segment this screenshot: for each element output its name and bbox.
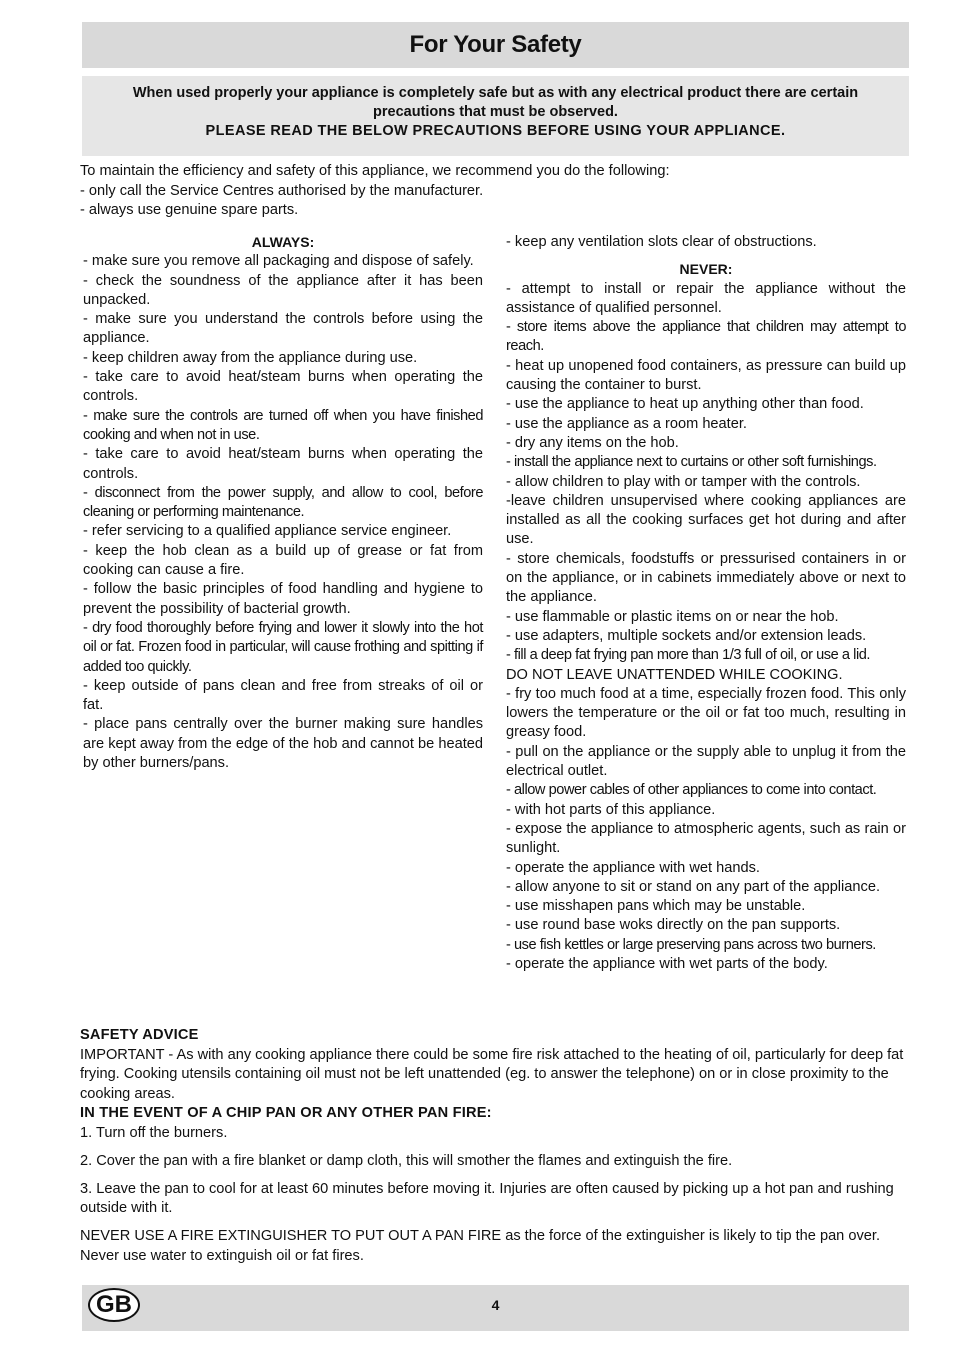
preamble-line: - always use genuine spare parts. xyxy=(80,202,299,218)
always-item: - take care to avoid heat/steam burns when operating the controls. xyxy=(83,369,483,405)
pan-fire-step: 3. Leave the pan to cool for at least 60 minutes before moving it. Injuries are often caused by picking up a hot pan and rushing outside with it. xyxy=(80,1180,894,1216)
pan-fire-step: 2. Cover the pan with a fire blanket or damp cloth, this will smother the flames and extinguish the fire. xyxy=(80,1152,733,1169)
always-heading: ALWAYS: xyxy=(251,234,315,250)
always-item: - refer servicing to a qualified appliance service engineer. xyxy=(83,523,452,540)
never-item: - use adapters, multiple sockets and/or extension leads. xyxy=(506,627,867,644)
always-item: - make sure you remove all packaging and dispose of safely. xyxy=(83,253,474,270)
never-item: - use fish kettles or large preserving pans across two burners. xyxy=(506,936,876,953)
footer-bar xyxy=(82,1285,909,1331)
always-item: - keep the hob clean as a build up of grease or fat from cooking can cause a fire. xyxy=(83,542,483,579)
never-item: - operate the appliance with wet hands. xyxy=(506,859,760,876)
never-item: - fry too much food at a time, especially frozen food. This only lowers the temperature or the oil or fat too much, resulting in greasy food. xyxy=(506,685,906,741)
always-item: - keep outside of pans clean and free from streaks of oil or fat. xyxy=(83,677,483,714)
never-item: -leave children unsupervised where cooking appliances are installed as all the cooking surfaces get hot during and after use. xyxy=(506,492,906,548)
pan-fire-heading: IN THE EVENT OF A CHIP PAN OR ANY OTHER PAN FIRE: xyxy=(80,1105,492,1121)
intro-text: When used properly your appliance is completely safe but as with any electrical product there are certain precautions that must be observed. xyxy=(132,85,859,120)
pan-fire-step: 1. Turn off the burners. xyxy=(80,1124,228,1141)
country-badge: GB xyxy=(88,1288,140,1322)
safety-advice-section xyxy=(80,1026,910,1266)
never-item: - operate the appliance with wet parts of the body. xyxy=(506,955,828,972)
never-item: - dry any items on the hob. xyxy=(506,434,679,451)
never-item: - store chemicals, foodstuffs or pressurised containers in or on the appliance, or in cabinets immediately above or next to the appliance. xyxy=(506,550,906,606)
never-item: - attempt to install or repair the appliance without the assistance of qualified personnel. xyxy=(506,280,906,316)
never-item: - allow power cables of other appliances to come into contact. xyxy=(506,782,877,799)
never-column xyxy=(506,233,906,974)
always-item: - place pans centrally over the burner making sure handles are kept away from the edge of the hob and cannot be heated by other burners/pans. xyxy=(83,716,483,772)
never-item: - install the appliance next to curtains or other soft furnishings. xyxy=(506,454,877,471)
never-item: - use misshapen pans which may be unstable. xyxy=(506,898,806,915)
never-item: - allow anyone to sit or stand on any part of the appliance. xyxy=(506,878,880,895)
extinguisher-warning: NEVER USE A FIRE EXTINGUISHER TO PUT OUT A PAN FIRE as the force of the extinguisher is likely to tip the pan over. Never use water to extinguish oil or fat fires. xyxy=(80,1228,880,1264)
never-item: - use the appliance as a room heater. xyxy=(506,415,747,432)
page-title: For Your Safety xyxy=(409,31,582,58)
safety-advice-heading: SAFETY ADVICE xyxy=(80,1027,199,1043)
preamble xyxy=(80,162,910,221)
always-item: - take care to avoid heat/steam burns when operating the controls. xyxy=(83,446,483,482)
always-item: - follow the basic principles of food handling and hygiene to prevent the possibility of bacterial growth. xyxy=(83,581,483,617)
always-item: - dry food thoroughly before frying and lower it slowly into the hot oil or fat. Frozen food in particular, will cause frothing and spitting if added too quickly. xyxy=(83,619,483,675)
never-item: - pull on the appliance or the supply able to unplug it from the electrical outlet. xyxy=(506,743,906,780)
always-item: - keep children away from the appliance during use. xyxy=(83,349,418,366)
always-item: - check the soundness of the appliance after it has been unpacked. xyxy=(83,272,483,308)
title-bar xyxy=(82,22,909,68)
never-item: DO NOT LEAVE UNATTENDED WHILE COOKING. xyxy=(506,666,843,683)
always-item: - disconnect from the power supply, and allow to cool, before cleaning or performing maintenance. xyxy=(83,484,483,521)
never-item: - with hot parts of this appliance. xyxy=(506,801,716,818)
preamble-line: - only call the Service Centres authorised by the manufacturer. xyxy=(80,182,484,199)
intro-warning: PLEASE READ THE BELOW PRECAUTIONS BEFORE USING YOUR APPLIANCE. xyxy=(205,123,786,139)
always-item: - make sure the controls are turned off when you have finished cooking and when not in use. xyxy=(83,407,483,443)
intro-box xyxy=(82,76,909,156)
never-item: - use flammable or plastic items on or near the hob. xyxy=(506,608,839,625)
preamble-line: To maintain the efficiency and safety of this appliance, we recommend you do the following: xyxy=(80,163,670,179)
always-item: - keep any ventilation slots clear of obstructions. xyxy=(506,234,817,250)
always-column xyxy=(83,233,483,773)
always-item: - make sure you understand the controls before using the appliance. xyxy=(83,311,483,347)
never-item: - allow children to play with or tamper with the controls. xyxy=(506,473,861,490)
safety-advice-important: IMPORTANT - As with any cooking appliance there could be some fire risk attached to the heating of oil, particularly for deep fat frying. Cooking utensils containing oil must not be left unattended (eg. to answer the telephone) on or in close proximity to the cooking areas. xyxy=(80,1046,904,1102)
never-item: - use round base woks directly on the pan supports. xyxy=(506,917,841,934)
never-item: - use the appliance to heat up anything other than food. xyxy=(506,396,864,413)
never-heading: NEVER: xyxy=(679,261,733,278)
page-number: 4 xyxy=(491,1297,500,1313)
never-item: - store items above the appliance that children may attempt to reach. xyxy=(506,319,906,355)
never-item: - expose the appliance to atmospheric agents, such as rain or sunlight. xyxy=(506,820,906,857)
never-item: - heat up unopened food containers, as pressure can build up causing the container to burst. xyxy=(506,357,906,394)
never-item: - fill a deep fat frying pan more than 1/3 full of oil, or use a lid. xyxy=(506,647,871,664)
